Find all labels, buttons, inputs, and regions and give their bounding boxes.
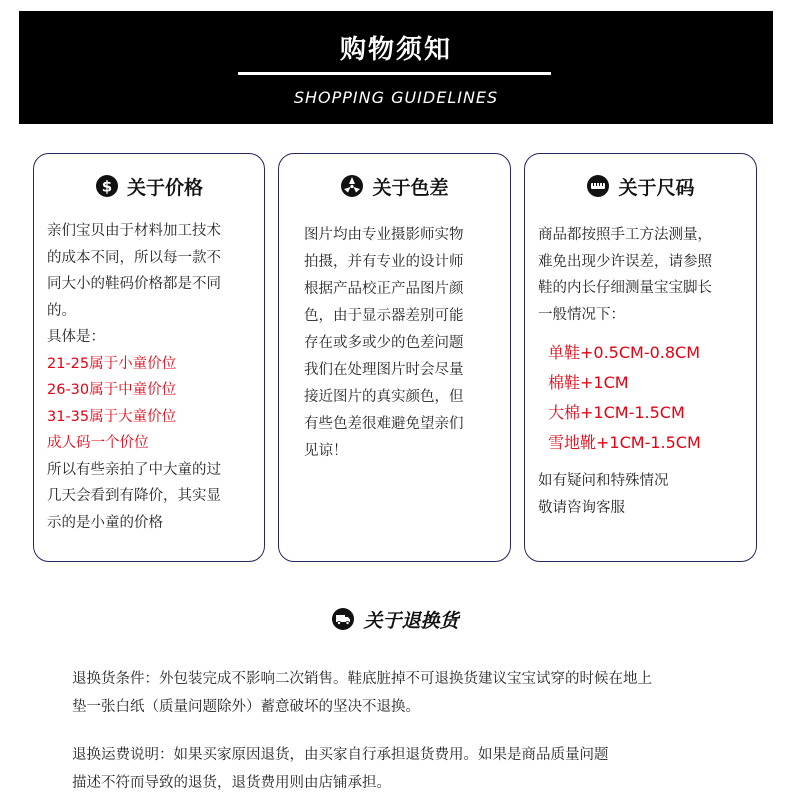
color-card	[278, 153, 511, 562]
page-subtitle: SHOPPING GUIDELINES	[293, 88, 499, 107]
returns-shipping-line: 退换运费说明：如果买家原因退货，由买家自行承担退货费用。如果是商品质量问题	[72, 747, 609, 763]
price-specifics-label: 具体是：	[47, 329, 105, 345]
price-intro-line: 亲们宝贝由于材料加工技术	[47, 223, 221, 239]
color-line: 接近图片的真实颜色，但	[304, 389, 464, 405]
price-note-line: 几天会看到有降价，其实显	[47, 488, 221, 504]
price-tier: 26-30属于中童价位	[47, 382, 177, 398]
price-card-body	[47, 218, 256, 536]
size-allowance: 雪地靴+1CM-1.5CM	[548, 433, 701, 452]
color-card-body	[304, 222, 502, 465]
size-card-header	[525, 169, 756, 203]
price-card-title: 关于价格	[126, 176, 203, 199]
size-intro-line: 难免出现少许误差，请参照	[538, 253, 712, 270]
tape-measure-icon	[586, 174, 610, 198]
color-card-header	[279, 169, 510, 203]
color-line: 色，由于显示器差别可能	[304, 308, 464, 324]
color-line: 图片均由专业摄影师实物	[304, 227, 464, 243]
price-note-line: 示的是小童的价格	[47, 514, 163, 531]
size-contact-line: 敬请咨询客服	[538, 499, 625, 516]
dollar-circle-icon	[95, 174, 119, 198]
price-card	[33, 153, 265, 562]
returns-shipping-line: 描述不符而导致的退货，退货费用则由店铺承担。	[72, 775, 391, 791]
size-card-title: 关于尺码	[618, 176, 695, 199]
returns-conditions-line: 垫一张白纸（质量问题除外）蓄意破坏的坚决不退换。	[72, 699, 420, 715]
price-intro-line: 同大小的鞋码价格都是不同	[47, 276, 221, 292]
page-title: 购物须知	[339, 35, 452, 65]
title-divider	[238, 72, 551, 75]
size-card	[524, 153, 757, 562]
price-card-header	[34, 169, 264, 203]
aperture-icon	[340, 174, 364, 198]
size-allowance: 棉鞋+1CM	[548, 373, 629, 392]
size-contact-line: 如有疑问和特殊情况	[538, 473, 669, 489]
color-line: 拍摄，并有专业的设计师	[304, 254, 464, 270]
price-tier: 31-35属于大童价位	[47, 408, 177, 425]
returns-conditions-line: 退换货条件：外包装完成不影响二次销售。鞋底脏掉不可退换货建议宝宝试穿的时候在地上	[72, 671, 652, 687]
returns-title: 关于退换货	[363, 609, 459, 632]
color-line: 我们在处理图片时会尽量	[304, 362, 464, 378]
color-line: 根据产品校正产品图片颜	[304, 281, 464, 297]
header-banner	[19, 11, 773, 124]
color-card-title: 关于色差	[372, 176, 449, 199]
returns-header	[0, 602, 790, 636]
size-allowance: 大棉+1CM-1.5CM	[548, 403, 685, 422]
svg-text:$: $	[101, 177, 113, 196]
color-line: 见谅！	[304, 443, 348, 459]
color-line: 存在或多或少的色差问题	[304, 335, 464, 351]
size-intro-line: 一般情况下：	[538, 306, 625, 323]
size-intro-line: 鞋的内长仔细测量宝宝脚长	[538, 280, 712, 296]
price-tier: 21-25属于小童价位	[47, 355, 177, 372]
price-intro-line: 的。	[47, 302, 76, 319]
size-allowance: 单鞋+0.5CM-0.8CM	[548, 343, 701, 362]
color-line: 有些色差很难避免望亲们	[304, 416, 464, 432]
price-tier: 成人码一个价位	[47, 435, 149, 451]
size-card-body	[538, 222, 748, 521]
price-intro-line: 的成本不同，所以每一款不	[47, 249, 221, 266]
size-intro-line: 商品都按照手工方法测量，	[538, 227, 712, 243]
truck-icon	[331, 607, 355, 631]
price-note-line: 所以有些亲拍了中大童的过	[47, 461, 221, 478]
